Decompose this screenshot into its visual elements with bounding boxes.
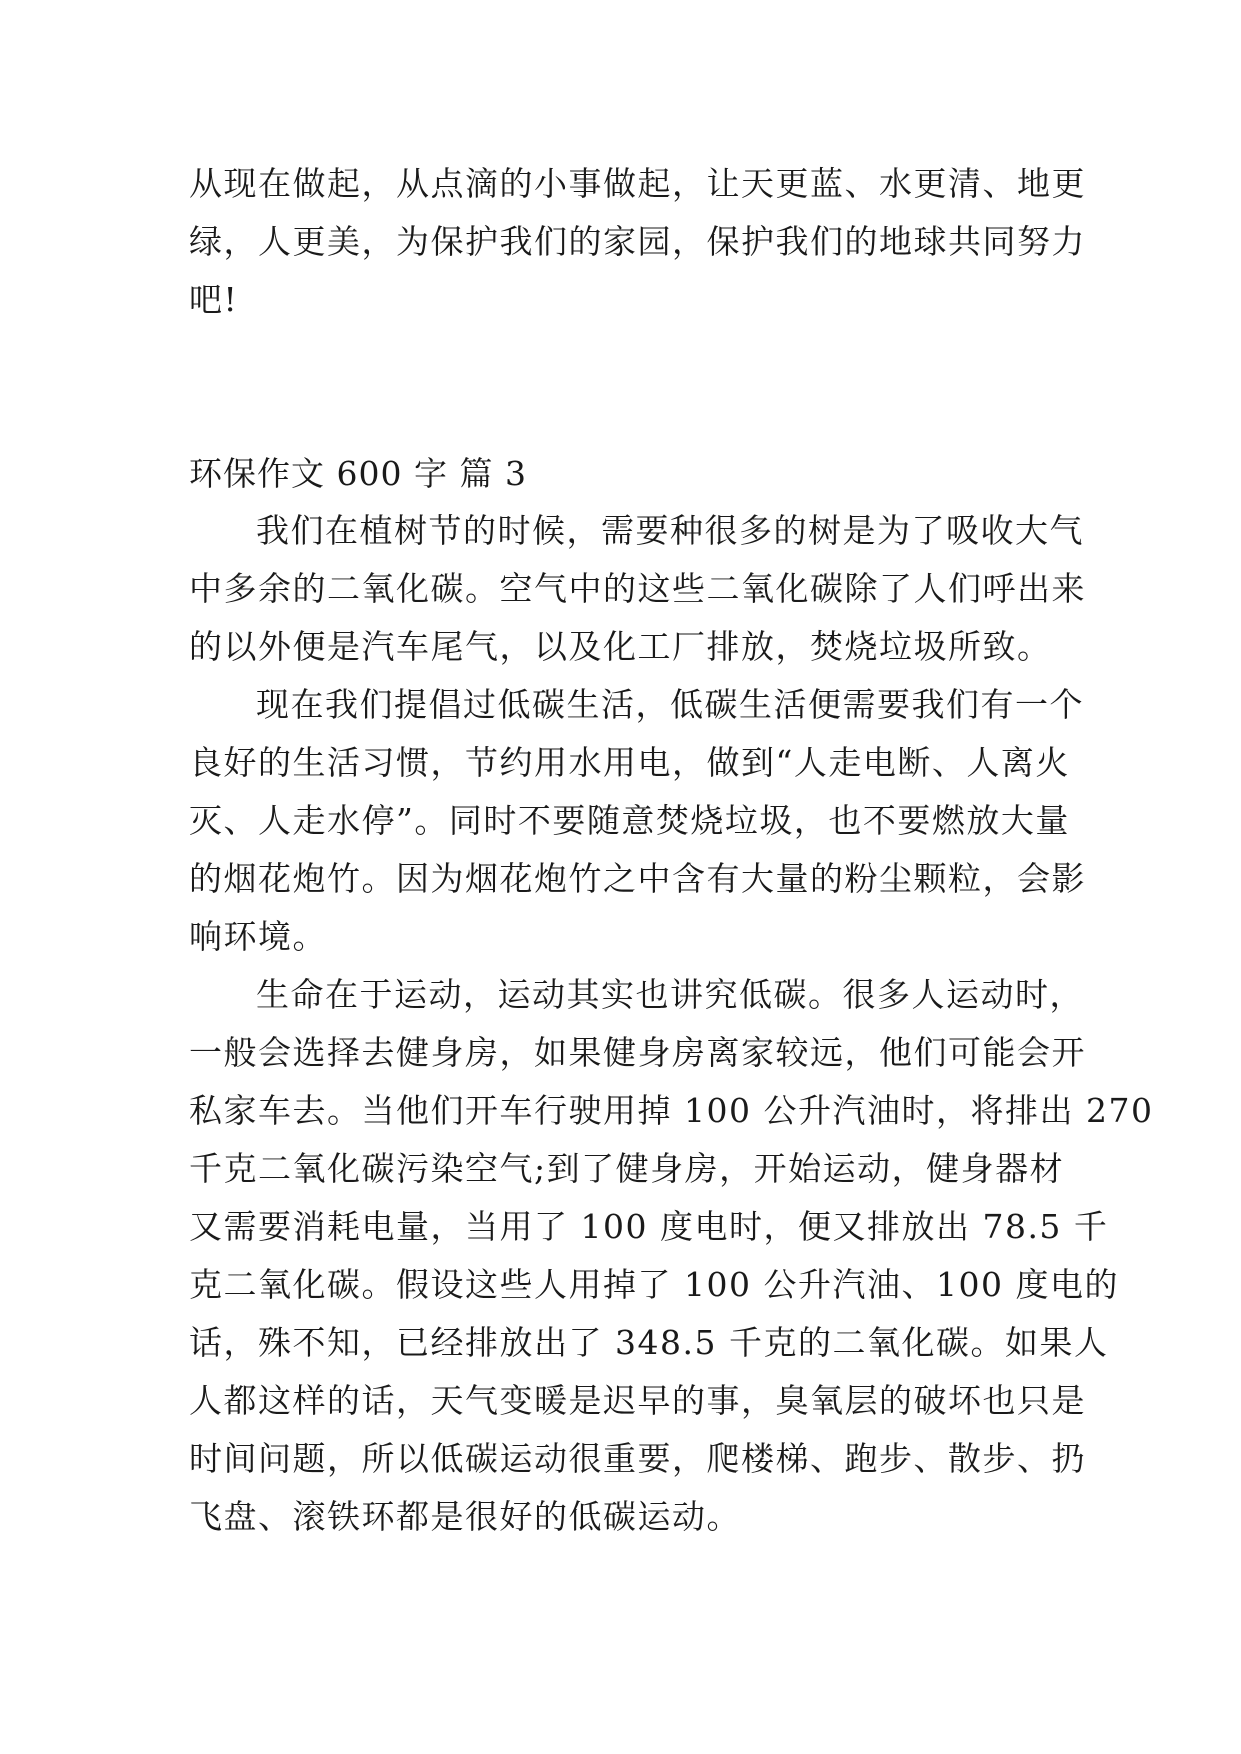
paragraph-line: 现在我们提倡过低碳生活，低碳生活便需要我们有一个 xyxy=(256,685,1084,724)
paragraph-line: 生命在于运动，运动其实也讲究低碳。很多人运动时， xyxy=(256,975,1084,1014)
paragraph-line: 私家车去。当他们开车行驶用掉 100 公升汽油时，将排出 270 xyxy=(189,1091,1154,1130)
paragraph-line: 飞盘、滚铁环都是很好的低碳运动。 xyxy=(189,1497,741,1536)
paragraph-line: 我们在植树节的时候，需要种很多的树是为了吸收大气 xyxy=(256,511,1084,550)
paragraph-line: 人都这样的话，天气变暖是迟早的事，臭氧层的破坏也只是 xyxy=(189,1381,1086,1420)
paragraph-line: 的烟花炮竹。因为烟花炮竹之中含有大量的粉尘颗粒，会影 xyxy=(189,859,1086,898)
intro-line: 吧! xyxy=(189,280,239,319)
paragraph-line: 中多余的二氧化碳。空气中的这些二氧化碳除了人们呼出来 xyxy=(189,569,1086,608)
paragraph-line: 灭、人走水停”。同时不要随意焚烧垃圾，也不要燃放大量 xyxy=(189,801,1070,840)
section-heading: 环保作文 600 字 篇 3 xyxy=(189,454,527,493)
intro-line: 绿，人更美，为保护我们的家园，保护我们的地球共同努力 xyxy=(189,222,1086,261)
paragraph-line: 时间问题，所以低碳运动很重要，爬楼梯、跑步、散步、扔 xyxy=(189,1439,1086,1478)
paragraph-line: 又需要消耗电量，当用了 100 度电时，便又排放出 78.5 千 xyxy=(189,1207,1109,1246)
paragraph-line: 的以外便是汽车尾气，以及化工厂排放，焚烧垃圾所致。 xyxy=(189,627,1052,666)
paragraph-line: 话，殊不知，已经排放出了 348.5 千克的二氧化碳。如果人 xyxy=(189,1323,1109,1362)
paragraph-line: 良好的生活习惯，节约用水用电，做到“人走电断、人离火 xyxy=(189,743,1070,782)
paragraph-line: 一般会选择去健身房，如果健身房离家较远，他们可能会开 xyxy=(189,1033,1086,1072)
paragraph-line: 响环境。 xyxy=(189,917,327,956)
paragraph-line: 千克二氧化碳污染空气;到了健身房，开始运动，健身器材 xyxy=(189,1149,1065,1188)
intro-line: 从现在做起，从点滴的小事做起，让天更蓝、水更清、地更 xyxy=(189,164,1086,203)
paragraph-line: 克二氧化碳。假设这些人用掉了 100 公升汽油、100 度电的 xyxy=(189,1265,1119,1304)
